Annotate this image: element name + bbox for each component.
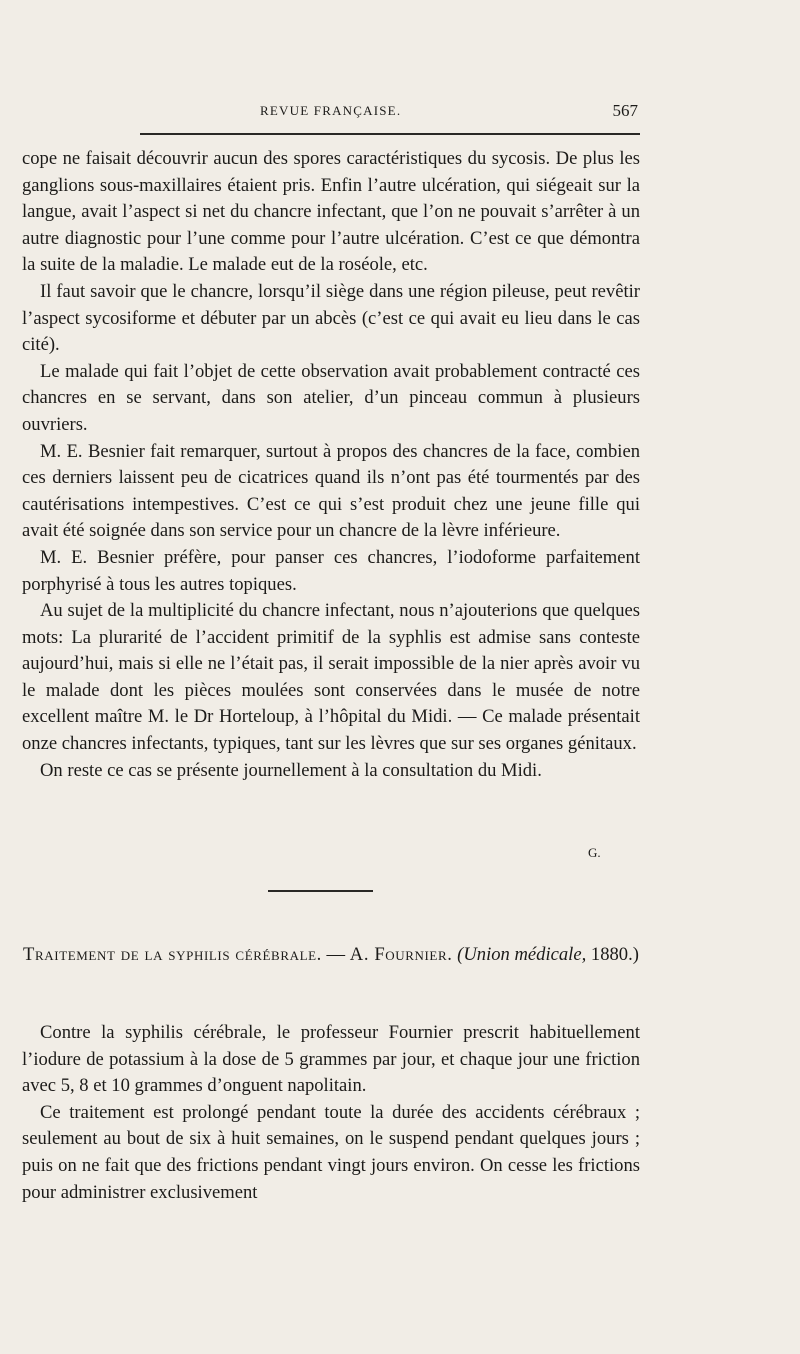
paragraph: Ce traitement est prolongé pendant toute la durée des accidents cérébraux ; seulement au bout de six à huit semaines, on le suspend pendant quelques jours ; puis on ne fait que des frictions pendant vingt jours environ. On cesse les frictions pour administrer exclusivement <box>22 1101 640 1203</box>
paragraph: M. E. Besnier fait remarquer, surtout à propos des chancres de la face, combien ces derniers laissent peu de cicatrices quand ils n’ont pas été tourmentés par des cautérisations intempestives. C’est ce qui s’est produit chez une jeune fille qui avait été soignée dans son service pour un chancre de la lèvre inférieure. <box>22 440 640 542</box>
section-title-year: 1880.) <box>586 944 639 965</box>
section-title-main: Traitement de la syphilis cérébrale. <box>23 944 322 965</box>
header-rule <box>140 133 640 135</box>
paragraph: cope ne faisait découvrir aucun des spores caractéristiques du sycosis. De plus les ganglions sous-maxillaires étaient pris. Enfin l’autre ulcération, qui siégeait sur la langue, avait l’aspect si net du chancre infectant, que l’on ne pouvait s’arrêter à un autre diagnostic pour l’une comme pour l’autre ulcération. C’est ce que démontra la suite de la maladie. Le malade eut de la roséole, etc. <box>22 148 640 276</box>
section-separator <box>268 890 373 892</box>
section-title-source: (Union médicale, <box>457 944 587 965</box>
body-text-top <box>22 146 640 784</box>
paragraph: Il faut savoir que le chancre, lorsqu’il siège dans une région pileuse, peut revêtir l’aspect sycosiforme et débuter par un abcès (c’est ce qui avait eu lieu dans le cas cité). <box>22 280 640 356</box>
page-number: 567 <box>612 101 638 120</box>
body-text-bottom <box>22 1020 640 1206</box>
page-header <box>150 103 638 123</box>
paragraph: Contre la syphilis cérébrale, le professeur Fournier prescrit habituellement l’iodure de potassium à la dose de 5 grammes par jour, et chaque jour une friction avec 5, 8 et 10 grammes d’onguent napolitain. <box>22 1022 640 1097</box>
paragraph: Le malade qui fait l’objet de cette observation avait probablement contracté ces chancres en se servant, dans son atelier, d’un pinceau commun à plusieurs ouvriers. <box>22 360 640 435</box>
section-title-dash: — <box>321 944 350 965</box>
section-title <box>22 940 640 970</box>
running-title: REVUE FRANÇAISE. <box>260 103 402 118</box>
paragraph: Au sujet de la multiplicité du chancre infectant, nous n’ajouterions que quelques mots: La plurarité de l’accident primitif de la syphlis est admise sans conteste aujourd’hui, mais si elle ne l’était pas, il serait impossible de la nier après avoir vu le malade dont les pièces moulées sont conservées dans le musée de notre excellent maître M. le Dr Horteloup, à l’hôpital du Midi. — Ce malade présentait onze chancres infectants, typiques, tant sur les lèvres que sur ses organes génitaux. <box>22 600 640 755</box>
section-title-author: A. Fournier. <box>349 944 453 965</box>
paragraph: On reste ce cas se présente journellement à la consultation du Midi. <box>40 759 542 781</box>
paragraph: M. E. Besnier préfère, pour panser ces chancres, l’iodoforme parfaitement porphyrisé à tous les autres topiques. <box>22 546 640 595</box>
signature: G. <box>588 845 601 860</box>
